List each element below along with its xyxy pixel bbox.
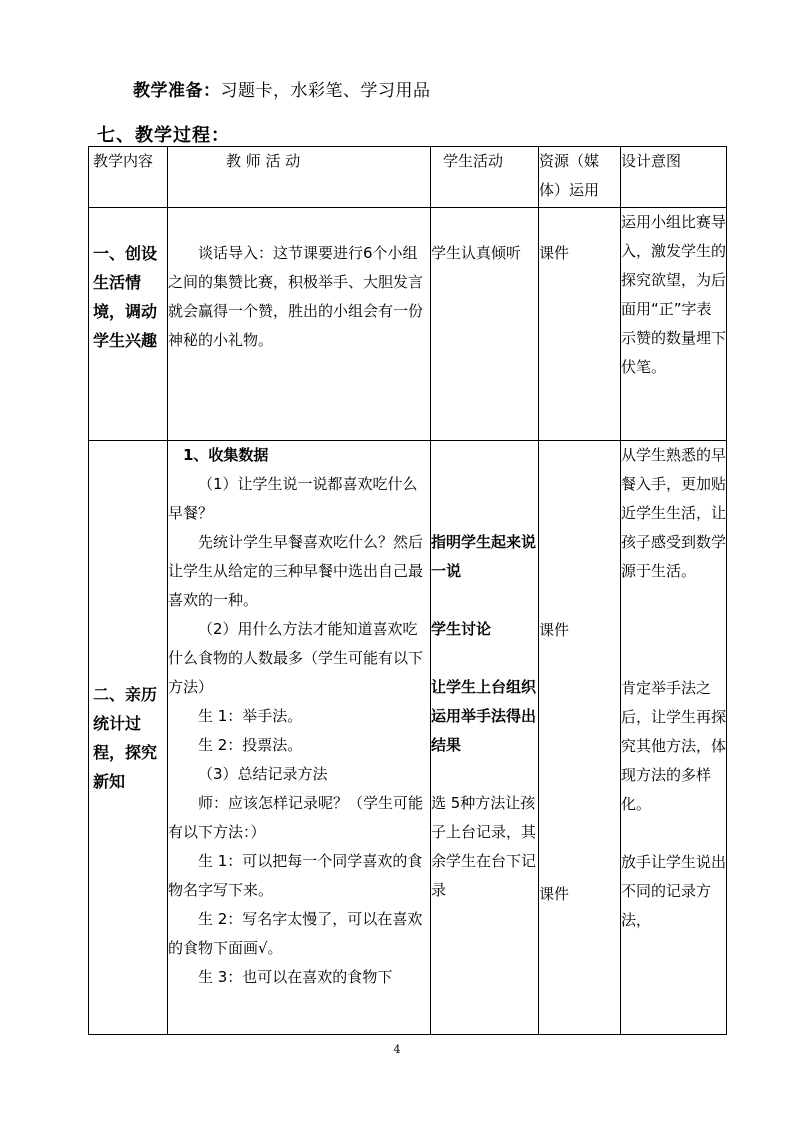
- header-resource: 资源（媒体）运用: [539, 147, 621, 208]
- teacher-step-2: 先统计学生早餐喜欢吃什么？然后让学生从给定的三种早餐中选出自己最喜欢的一种。: [168, 533, 424, 609]
- section-title-1: 一、创设生活情境，调动学生兴趣: [93, 244, 158, 350]
- teacher-question: 师：应该怎样记录呢？（学生可能有以下方法：）: [168, 794, 424, 841]
- student-method-3: 生 3：也可以在喜欢的食物下: [198, 968, 393, 986]
- teacher-step-3: （2）用什么方法才能知道喜欢吃什么食物的人数最多（学生可能有以下方法）: [168, 620, 424, 696]
- intent-text-1: 运用小组比赛导入，激发学生的探究欲望，为后面用“正”字表示赞的数量埋下伏笔。: [621, 213, 727, 376]
- teacher-activity-1: [168, 208, 431, 441]
- header-student: [431, 147, 539, 208]
- section-cell-2: [89, 441, 168, 1035]
- teacher-text-1: 谈话导入：这节课要进行6个小组之间的集赞比赛，积极举手、大胆发言就会赢得一个赞，胜出的小组会有一份神秘的小礼物。: [168, 244, 424, 349]
- resource-2: [539, 441, 621, 1035]
- intent-text-2: 从学生熟悉的早餐入手，更加贴近学生生活，让孩子感受到数学源于生活。: [621, 446, 727, 580]
- student-method-1: 生 1：可以把每一个同学喜欢的食物名字写下来。: [168, 852, 423, 899]
- student-answer-1: 生 1：举手法。: [198, 707, 303, 725]
- collect-data-title: 1、收集数据: [183, 446, 269, 464]
- intent-text-4: 放手让学生说出不同的记录方法，: [621, 853, 727, 929]
- page-number: 4: [393, 1043, 401, 1056]
- resource-1: [539, 208, 621, 441]
- row-create-context: [89, 208, 727, 441]
- header-intent: 设计意图: [621, 147, 727, 208]
- intent-2: [621, 441, 727, 1035]
- student-activity-discuss: 学生讨论: [431, 620, 492, 638]
- teaching-process-table: [88, 146, 727, 1035]
- resource-text-1: 课件: [539, 244, 570, 262]
- student-activity-record: 选 5种方法让孩子上台记录，其余学生在台下记录: [431, 794, 537, 899]
- teaching-preparation: [133, 76, 431, 101]
- student-activity-2: [431, 441, 539, 1035]
- header-teacher: [168, 147, 431, 208]
- student-activity-1: [431, 208, 539, 441]
- header-student-label: 学生活动: [443, 152, 504, 170]
- section-cell-1: [89, 208, 168, 441]
- row-statistics-process: [89, 441, 727, 1035]
- resource-text-3: 课件: [539, 885, 570, 903]
- student-method-2: 生 2：写名字太慢了，可以在喜欢的食物下面画√。: [168, 910, 423, 957]
- student-answer-2: 生 2：投票法。: [198, 736, 303, 754]
- prep-label: 教学准备：: [133, 81, 221, 101]
- header-row: [89, 147, 727, 208]
- process-heading: 七、教学过程：: [97, 125, 230, 146]
- teacher-step-1: （1）让学生说一说都喜欢吃什么早餐？: [168, 475, 418, 522]
- intent-1: [621, 208, 727, 441]
- header-teacher-label: 教 师 活 动: [226, 152, 301, 170]
- intent-text-3: 肯定举手法之后，让学生再探究其他方法，体现方法的多样化。: [621, 679, 727, 813]
- resource-text-2: 课件: [539, 621, 570, 639]
- student-activity-show-hands: 让学生上台组织运用举手法得出结果: [431, 678, 537, 754]
- header-content: 教学内容: [89, 147, 168, 208]
- student-text-1: 学生认真倾听: [431, 244, 522, 262]
- teacher-step-4: （3）总结记录方法: [198, 765, 328, 783]
- student-activity-say: 指明学生起来说一说: [431, 533, 537, 580]
- prep-text: 习题卡，水彩笔、学习用品: [220, 81, 431, 101]
- teacher-activity-2: [168, 441, 431, 1035]
- section-title-2: 二、亲历统计过程，探究新知: [93, 684, 158, 791]
